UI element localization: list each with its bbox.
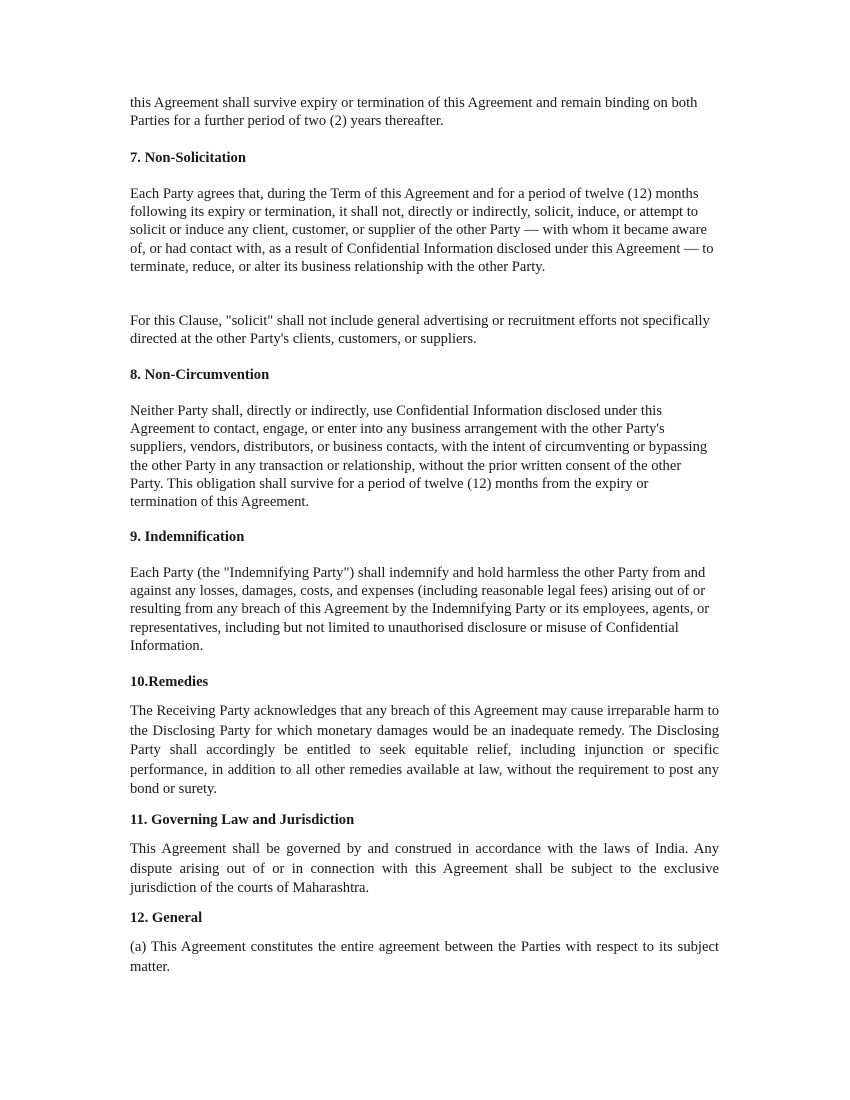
clause-8-heading: 8. Non-Circumvention: [130, 367, 270, 383]
intro-paragraph: this Agreement shall survive expiry or termination of this Agreement and remain binding on both Parties for a further period of two (2) years thereafter.: [130, 95, 698, 130]
clause-7-heading: 7. Non-Solicitation: [130, 150, 246, 166]
clause-11-paragraph-1: This Agreement shall be governed by and construed in accordance with the laws of India. Any dispute arising out of or in connection with this Agreement shall be subject to the exclusive jurisdiction of the courts of Maharashtra.: [130, 841, 719, 897]
clause-9-heading: 9. Indemnification: [130, 529, 245, 545]
clause-10-paragraph-1: The Receiving Party acknowledges that any breach of this Agreement may cause irreparable harm to the Disclosing Party for which monetary damages would be an inadequate remedy. The Disclosing Party shall accordingly be entitled to seek equitable relief, including injunction or specific performance, in addition to all other remedies available at law, without the requirement to post any bond or surety.: [130, 703, 719, 798]
clause-10-heading: 10.Remedies: [130, 674, 209, 690]
clause-12-heading: 12. General: [130, 910, 203, 926]
clause-7-paragraph-1: Each Party agrees that, during the Term of this Agreement and for a period of twelve (12) months following its expiry or termination, it shall not, directly or indirectly, solicit, induce, or attempt to solicit or induce any client, customer, or supplier of the other Party — with whom it became aware of, or had contact with, as a result of Confidential Information disclosed under this Agreement — to terminate, reduce, or alter its business relationship with the other Party.: [130, 186, 714, 275]
clause-7-paragraph-2: For this Clause, "solicit" shall not include general advertising or recruitment efforts not specifically directed at the other Party's clients, customers, or suppliers.: [130, 313, 710, 348]
clause-12-paragraph-a: (a) This Agreement constitutes the entire agreement between the Parties with respect to its subject matter.: [130, 939, 719, 975]
clause-11-heading: 11. Governing Law and Jurisdiction: [130, 812, 355, 828]
clause-9-paragraph-1: Each Party (the "Indemnifying Party") shall indemnify and hold harmless the other Party from and against any losses, damages, costs, and expenses (including reasonable legal fees) arising out of or resulting from any breach of this Agreement by the Indemnifying Party or its employees, agents, or representatives, including but not limited to unauthorised disclosure or misuse of Confidential Information.: [130, 565, 710, 654]
clause-8-paragraph-1: Neither Party shall, directly or indirectly, use Confidential Information disclosed under this Agreement to contact, engage, or enter into any business arrangement with the other Party's suppliers, vendors, distributors, or business contacts, with the intent of circumventing or bypassing the other Party in any transaction or relationship, without the prior written consent of the other Party. This obligation shall survive for a period of twelve (12) months from the expiry or termination of this Agreement.: [130, 403, 708, 511]
